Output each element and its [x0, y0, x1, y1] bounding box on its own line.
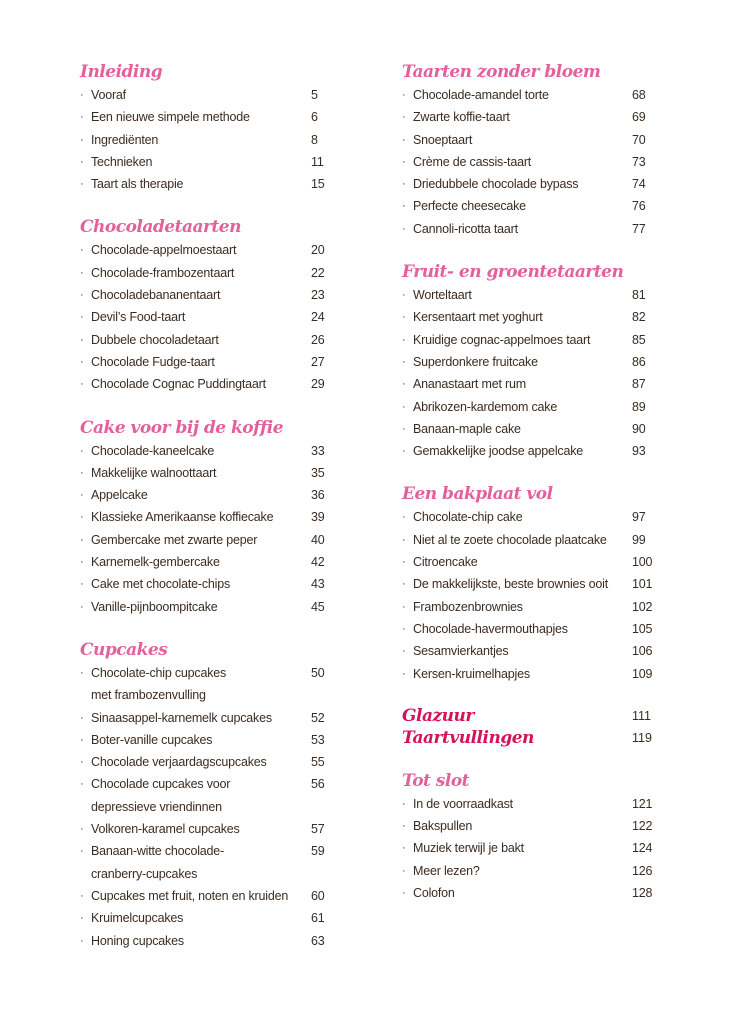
page-number: 100: [632, 555, 653, 570]
entry-title: Chocoladebananentaart: [91, 288, 221, 303]
bullet-icon: ·: [80, 823, 84, 836]
bullet-icon: ·: [402, 578, 406, 591]
toc-entry[interactable]: [80, 885, 340, 907]
bullet-icon: ·: [80, 333, 84, 346]
toc-entry[interactable]: [402, 284, 692, 306]
bullet-icon: ·: [402, 378, 406, 391]
page-number: 39: [311, 510, 325, 525]
bullet-icon: ·: [402, 797, 406, 810]
entry-title: Driedubbele chocolade bypass: [413, 177, 579, 192]
page-number: 77: [632, 221, 646, 236]
page-number: 111: [632, 708, 652, 723]
entry-title: Chocolade Cognac Puddingtaart: [91, 377, 266, 392]
entry-title: Devil’s Food-taart: [91, 310, 186, 325]
section-heading: Een bakplaat vol: [402, 484, 553, 505]
entry-title: Kruimelcupcakes: [91, 911, 184, 926]
toc-entry[interactable]: [402, 106, 692, 128]
toc-entry-continuation[interactable]: [80, 796, 340, 818]
entry-title: Chocolade-amandel torte: [413, 88, 549, 102]
toc-entry[interactable]: [80, 751, 340, 773]
page-number: 53: [311, 732, 325, 747]
toc-entry[interactable]: [80, 284, 340, 306]
toc-entry[interactable]: [402, 84, 692, 106]
entry-title: Taart als therapie: [91, 177, 184, 192]
section-heading: Cupcakes: [80, 639, 168, 660]
bullet-icon: ·: [80, 378, 84, 391]
bullet-icon: ·: [80, 889, 84, 902]
page-number: 15: [311, 177, 325, 192]
bullet-icon: ·: [402, 89, 406, 101]
toc-entry[interactable]: [402, 151, 692, 173]
section-heading: Inleiding: [80, 62, 163, 82]
entry-title: Meer lezen?: [413, 863, 480, 878]
entry-title: Sinaasappel-karnemelk cupcakes: [91, 710, 272, 725]
toc-entry[interactable]: [80, 529, 340, 551]
toc-entry[interactable]: [402, 663, 692, 685]
bullet-icon: ·: [402, 556, 406, 569]
page-number: 81: [632, 288, 646, 303]
entry-title: Ingrediënten: [91, 132, 159, 147]
toc-entry[interactable]: [402, 373, 692, 395]
entry-title: Cake met chocolate-chips: [91, 577, 231, 592]
toc-entry[interactable]: [80, 306, 340, 328]
toc-entry[interactable]: [402, 129, 692, 151]
entry-title: Ananastaart met rum: [413, 377, 526, 392]
entry-title: Chocolate-chip cupcakes: [91, 665, 227, 680]
section-heading: Taarten zonder bloem: [402, 62, 601, 82]
entry-title: Cannoli-ricotta taart: [413, 221, 518, 236]
toc-main-entries: [402, 705, 692, 749]
bullet-icon: ·: [80, 666, 84, 679]
page-number: 102: [632, 599, 653, 614]
page-number: 43: [311, 577, 325, 592]
page-number: 52: [311, 710, 325, 725]
toc-entry[interactable]: [402, 618, 692, 640]
page-number: 42: [311, 555, 325, 570]
entry-title: Crème de cassis-taart: [413, 154, 532, 169]
toc-entry[interactable]: [80, 930, 340, 952]
entry-title: Honing cupcakes: [91, 933, 184, 948]
toc-entry[interactable]: [402, 218, 692, 240]
toc-left-column: [80, 60, 340, 972]
toc-entry[interactable]: [402, 351, 692, 373]
toc-entry[interactable]: [80, 84, 340, 106]
bullet-icon: ·: [402, 864, 406, 877]
page-number: 93: [632, 444, 646, 459]
page-number: 124: [632, 841, 653, 856]
page-number: 40: [311, 532, 325, 547]
entry-title: Chocolade verjaardagscupcakes: [91, 755, 267, 770]
entry-title: Frambozenbrownies: [413, 599, 523, 614]
page-number: 119: [632, 730, 652, 745]
toc-entry[interactable]: [402, 329, 692, 351]
entry-title: Snoeptaart: [413, 132, 473, 147]
page-number: 76: [632, 199, 646, 214]
toc-entry[interactable]: [80, 551, 340, 573]
page-number: 89: [632, 399, 646, 414]
section-heading: Cake voor bij de koffie: [80, 417, 284, 438]
toc-entry[interactable]: [402, 640, 692, 662]
toc-right-column: [402, 60, 692, 924]
main-entry-title: Glazuur: [402, 705, 474, 726]
page-number: 87: [632, 377, 646, 392]
section-heading: Chocoladetaarten: [80, 217, 241, 238]
entry-title: Banaan-maple cake: [413, 421, 521, 436]
bullet-icon: ·: [402, 622, 406, 635]
toc-entry-continuation[interactable]: [80, 684, 340, 706]
entry-title: Gemakkelijke joodse appelcake: [413, 444, 583, 459]
page-number: 50: [311, 665, 325, 680]
bullet-icon: ·: [402, 355, 406, 368]
entry-title: Perfecte cheesecake: [413, 199, 526, 214]
toc-entry[interactable]: [80, 106, 340, 128]
page-number: 23: [311, 288, 325, 303]
entry-title: Kruidige cognac-appelmoes taart: [413, 332, 591, 347]
entry-title: Vooraf: [91, 88, 126, 102]
bullet-icon: ·: [402, 333, 406, 346]
entry-title: Abrikozen-kardemom cake: [413, 399, 558, 414]
page-number: 5: [311, 88, 318, 102]
bullet-icon: ·: [402, 178, 406, 191]
entry-title: Citroencake: [413, 555, 478, 570]
entry-title: Sesamvierkantjes: [413, 644, 509, 659]
toc-entry[interactable]: [80, 462, 340, 484]
page-number: 61: [311, 911, 325, 926]
entry-title: Muziek terwijl je bakt: [413, 841, 524, 856]
section-heading: Tot slot: [402, 770, 470, 791]
entry-title: Banaan-witte chocolade-: [91, 844, 224, 859]
toc-entry[interactable]: [402, 173, 692, 195]
toc-entry[interactable]: [402, 195, 692, 217]
toc-entry[interactable]: [80, 151, 340, 173]
page-number: 59: [311, 844, 325, 859]
entry-title: In de voorraadkast: [413, 796, 513, 811]
bullet-icon: ·: [402, 600, 406, 613]
toc-entry[interactable]: [80, 129, 340, 151]
toc-section-tot-slot: [402, 769, 692, 904]
bullet-icon: ·: [80, 733, 84, 746]
page-number: 8: [311, 132, 318, 147]
entry-title: Klassieke Amerikaanse koffiecake: [91, 510, 274, 525]
page-number: 121: [632, 796, 653, 811]
toc-section-chocoladetaarten: [80, 215, 340, 395]
bullet-icon: ·: [80, 244, 84, 257]
page-number: 29: [311, 377, 325, 392]
toc-section-cake-voor-bij-de-koffie: [80, 416, 340, 618]
page-number: 106: [632, 644, 653, 659]
toc-entry[interactable]: [80, 773, 340, 795]
entry-title: Chocolade-appelmoestaart: [91, 243, 237, 258]
toc-entry[interactable]: [80, 818, 340, 840]
bullet-icon: ·: [80, 266, 84, 279]
bullet-icon: ·: [402, 820, 406, 833]
entry-title: Colofon: [413, 886, 455, 901]
toc-entry[interactable]: [402, 529, 692, 551]
toc-main-entry[interactable]: [402, 727, 692, 749]
toc-section-inleiding: [80, 60, 340, 195]
page-number: 68: [632, 88, 646, 102]
bullet-icon: ·: [80, 511, 84, 524]
toc-entry[interactable]: [402, 551, 692, 573]
page-number: 90: [632, 421, 646, 436]
toc-entry[interactable]: [402, 596, 692, 618]
bullet-icon: ·: [80, 311, 84, 324]
bullet-icon: ·: [402, 400, 406, 413]
page-number: 74: [632, 177, 646, 192]
page-number: 22: [311, 265, 325, 280]
bullet-icon: ·: [80, 845, 84, 858]
page-number: 99: [632, 532, 646, 547]
entry-title-continued: depressieve vriendinnen: [91, 799, 222, 814]
toc-entry[interactable]: [80, 573, 340, 595]
page-number: 35: [311, 465, 325, 480]
page-number: 56: [311, 777, 325, 792]
toc-entry[interactable]: [402, 396, 692, 418]
page-number: 60: [311, 888, 325, 903]
toc-entry[interactable]: [80, 351, 340, 373]
bullet-icon: ·: [80, 578, 84, 591]
toc-entry[interactable]: [80, 662, 340, 684]
entry-title: Cupcakes met fruit, noten en kruiden: [91, 888, 289, 903]
bullet-icon: ·: [80, 711, 84, 724]
page-number: 70: [632, 132, 646, 147]
bullet-icon: ·: [80, 155, 84, 168]
entry-title: Dubbele chocoladetaart: [91, 332, 219, 347]
entry-title: Appelcake: [91, 488, 148, 503]
entry-title: Zwarte koffie-taart: [413, 110, 510, 125]
toc-entry[interactable]: [402, 440, 692, 462]
bullet-icon: ·: [80, 178, 84, 191]
entry-title: Kersen-kruimelhapjes: [413, 666, 530, 681]
entry-title: Gembercake met zwarte peper: [91, 532, 258, 547]
toc-section-een-bakplaat-vol: [402, 482, 692, 684]
toc-entry[interactable]: [402, 860, 692, 882]
entry-title: Boter-vanille cupcakes: [91, 732, 213, 747]
bullet-icon: ·: [402, 133, 406, 146]
bullet-icon: ·: [402, 645, 406, 658]
bullet-icon: ·: [80, 133, 84, 146]
bullet-icon: ·: [80, 89, 84, 101]
bullet-icon: ·: [80, 444, 84, 457]
bullet-icon: ·: [402, 111, 406, 124]
toc-entry[interactable]: [402, 573, 692, 595]
page-number: 27: [311, 354, 325, 369]
main-entry-title: Taartvullingen: [402, 727, 534, 748]
page-number: 57: [311, 822, 325, 837]
entry-title: Niet al te zoete chocolade plaatcake: [413, 532, 607, 547]
toc-entry[interactable]: [80, 506, 340, 528]
page-number: 26: [311, 332, 325, 347]
entry-title: Chocolade-havermouthapjes: [413, 621, 568, 636]
page-number: 109: [632, 666, 653, 681]
toc-entry-continuation[interactable]: [80, 863, 340, 885]
toc-entry[interactable]: [80, 440, 340, 462]
toc-entry[interactable]: [80, 907, 340, 929]
toc-entry[interactable]: [80, 329, 340, 351]
section-heading: Fruit- en groentetaarten: [402, 262, 624, 283]
bullet-icon: ·: [80, 556, 84, 569]
bullet-icon: ·: [402, 155, 406, 168]
toc-entry[interactable]: [80, 239, 340, 261]
bullet-icon: ·: [402, 289, 406, 302]
bullet-icon: ·: [80, 289, 84, 302]
toc-section-cupcakes: [80, 638, 340, 952]
page-number: 128: [632, 886, 653, 901]
toc-entry[interactable]: [80, 840, 340, 862]
toc-main-entry[interactable]: [402, 705, 692, 727]
page-number: 11: [311, 154, 324, 169]
bullet-icon: ·: [402, 842, 406, 855]
toc-section-fruit-en-groentetaarten: [402, 260, 692, 462]
bullet-icon: ·: [80, 466, 84, 479]
entry-title: Chocolade-kaneelcake: [91, 443, 215, 458]
bullet-icon: ·: [80, 756, 84, 769]
page-number: 73: [632, 154, 646, 169]
page-number: 101: [632, 577, 653, 592]
toc-entry[interactable]: [80, 729, 340, 751]
bullet-icon: ·: [402, 311, 406, 324]
bullet-icon: ·: [80, 489, 84, 502]
toc-entry[interactable]: [80, 262, 340, 284]
page-number: 55: [311, 755, 325, 770]
page-number: 105: [632, 621, 653, 636]
toc-entry[interactable]: [402, 815, 692, 837]
bullet-icon: ·: [402, 200, 406, 213]
toc-section-taarten-zonder-bloem: [402, 60, 692, 240]
page-number: 20: [311, 243, 325, 258]
bullet-icon: ·: [80, 934, 84, 947]
page-number: 63: [311, 933, 325, 948]
toc-entry[interactable]: [80, 596, 340, 618]
bullet-icon: ·: [80, 778, 84, 791]
bullet-icon: ·: [402, 667, 406, 680]
toc-entry[interactable]: [80, 707, 340, 729]
bullet-icon: ·: [402, 533, 406, 546]
toc-entry[interactable]: [402, 793, 692, 815]
toc-entry[interactable]: [402, 837, 692, 859]
entry-title: Makkelijke walnoottaart: [91, 465, 217, 480]
entry-title: Superdonkere fruitcake: [413, 354, 538, 369]
page-number: 86: [632, 354, 646, 369]
bullet-icon: ·: [80, 600, 84, 613]
entry-title: Chocolate-chip cake: [413, 510, 523, 525]
bullet-icon: ·: [402, 445, 406, 458]
page-number: 82: [632, 310, 646, 325]
entry-title-continued: cranberry-cupcakes: [91, 866, 198, 881]
entry-title-continued: met frambozenvulling: [91, 688, 206, 703]
bullet-icon: ·: [402, 422, 406, 435]
page-number: 126: [632, 863, 653, 878]
toc-entry[interactable]: [80, 373, 340, 395]
toc-entry[interactable]: [402, 506, 692, 528]
entry-title: Vanille-pijnboompitcake: [91, 599, 218, 614]
page-number: 45: [311, 599, 325, 614]
page-number: 69: [632, 110, 646, 125]
bullet-icon: ·: [402, 511, 406, 524]
toc-entry[interactable]: [402, 306, 692, 328]
entry-title: Chocolade Fudge-taart: [91, 354, 215, 369]
bullet-icon: ·: [80, 912, 84, 925]
entry-title: Een nieuwe simpele methode: [91, 110, 250, 125]
bullet-icon: ·: [80, 111, 84, 124]
entry-title: Bakspullen: [413, 819, 473, 834]
bullet-icon: ·: [80, 355, 84, 368]
entry-title: Volkoren-karamel cupcakes: [91, 822, 240, 837]
entry-title: Chocolade cupcakes voor: [91, 777, 231, 792]
page-number: 24: [311, 310, 325, 325]
entry-title: Chocolade-frambozentaart: [91, 265, 235, 280]
toc-entry[interactable]: [80, 173, 340, 195]
entry-title: Technieken: [91, 154, 153, 169]
entry-title: Kersentaart met yoghurt: [413, 310, 543, 325]
page-number: 97: [632, 510, 646, 525]
entry-title: Worteltaart: [413, 288, 472, 303]
toc-entry[interactable]: [402, 418, 692, 440]
page-number: 85: [632, 332, 646, 347]
toc-entry[interactable]: [80, 484, 340, 506]
page-number: 6: [311, 110, 318, 125]
entry-title: Karnemelk-gembercake: [91, 555, 220, 570]
page-number: 122: [632, 819, 653, 834]
page-number: 33: [311, 443, 325, 458]
toc-entry[interactable]: [402, 882, 692, 904]
page-number: 36: [311, 488, 325, 503]
bullet-icon: ·: [402, 887, 406, 900]
bullet-icon: ·: [80, 533, 84, 546]
entry-title: De makkelijkste, beste brownies ooit: [413, 577, 608, 592]
bullet-icon: ·: [402, 222, 406, 235]
